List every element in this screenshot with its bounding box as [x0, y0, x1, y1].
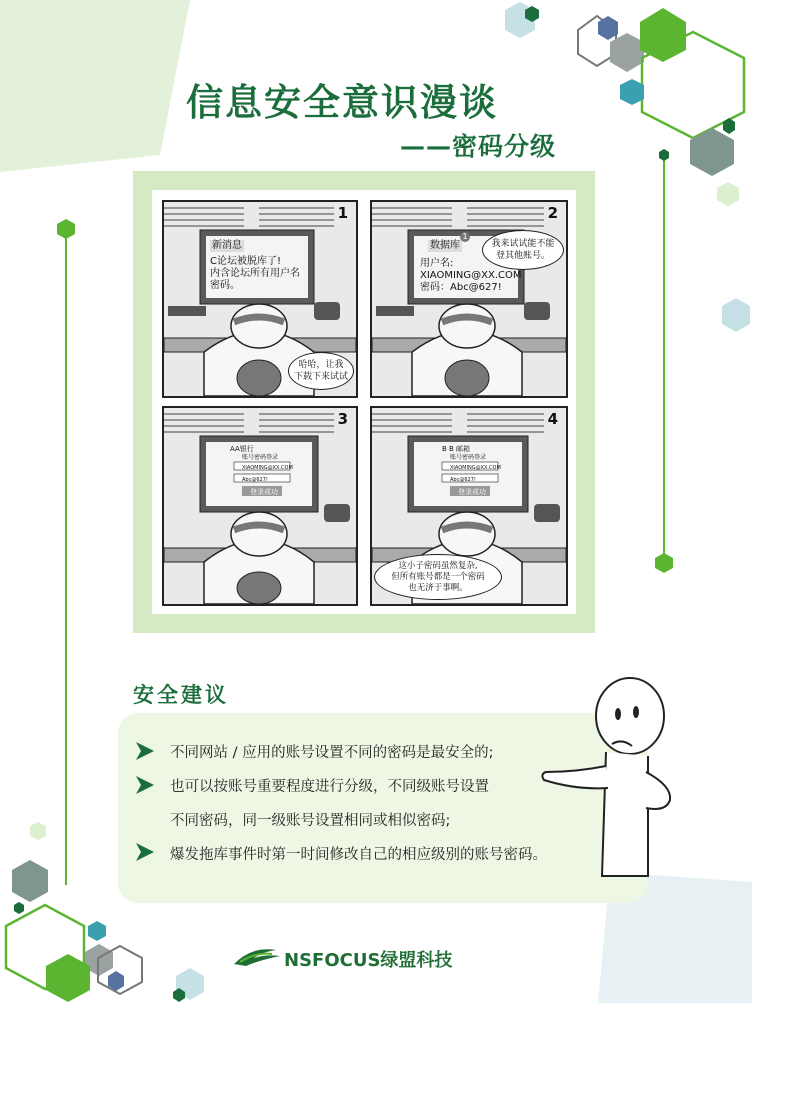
advice-item: 不同密码，同一级账号设置相同或相似密码; [170, 813, 451, 829]
panel-number: 2 [547, 204, 558, 222]
screen-line: 密码：Abc@627! [420, 282, 502, 293]
username-field: XIAOMING@XX.COM [242, 465, 293, 471]
comic-panel-4 [370, 406, 568, 606]
speech-bubble: 这小子密码虽然复杂, 但所有账号都是一个密码 也无济于事啊。 [374, 554, 502, 600]
panel-number: 1 [337, 204, 348, 222]
password-field: Abc@627! [450, 477, 476, 483]
password-field: Abc@627! [242, 477, 268, 483]
comic-panel-2 [370, 200, 568, 398]
arrow-bullet-icon [134, 774, 156, 796]
stick-figure-illustration [536, 676, 686, 882]
screen-header: AA银行 [230, 445, 254, 453]
comic-strip [152, 190, 576, 614]
brand-name: NSFOCUS绿盟科技 [284, 950, 453, 971]
panel-number: 3 [337, 410, 348, 428]
login-status: 登录成功 [458, 488, 486, 496]
username-field: XIAOMING@XX.COM [450, 465, 501, 471]
screen-line: 内含论坛所有用户名 [210, 268, 300, 279]
advice-item: 爆发拖库事件时第一时间修改自己的相应级别的账号密码。 [170, 847, 547, 863]
panel-number: 4 [547, 410, 558, 428]
advice-item: 不同网站 / 应用的账号设置不同的密码是最安全的; [170, 745, 494, 761]
advice-title: 安全建议 [133, 683, 229, 707]
screen-header: 新消息 [212, 240, 242, 251]
arrow-bullet-icon [134, 841, 156, 863]
screen-line: 用户名: [420, 258, 454, 269]
comic-panel-1 [162, 200, 358, 398]
screen-header: 数据库 [430, 240, 460, 251]
comic-panel-3-art [164, 408, 356, 604]
login-title: 账号密码登录 [242, 454, 279, 461]
nsfocus-logo-icon [232, 944, 284, 968]
screen-header: B B 邮箱 [442, 445, 471, 453]
screen-line: 密码。 [210, 280, 240, 291]
arrow-bullet-icon [134, 740, 156, 762]
login-title: 账号密码登录 [450, 454, 487, 461]
screen-line: XIAOMING@XX.COM [420, 270, 522, 281]
screen-line: C论坛被脱库了! [210, 256, 281, 267]
speech-bubble: 哈哈，让我 下载下来试试 [288, 352, 354, 390]
comic-panel-3 [162, 406, 358, 606]
advice-item: 也可以按账号重要程度进行分级，不同级账号设置 [170, 779, 489, 795]
page-subtitle: ——密码分级 [400, 132, 557, 161]
page-title: 信息安全意识漫谈 [186, 81, 498, 124]
speech-bubble: 我来试试能不能 登其他账号。 [482, 230, 564, 270]
notification-badge: 1 [460, 232, 470, 242]
login-status: 登录成功 [250, 488, 278, 496]
